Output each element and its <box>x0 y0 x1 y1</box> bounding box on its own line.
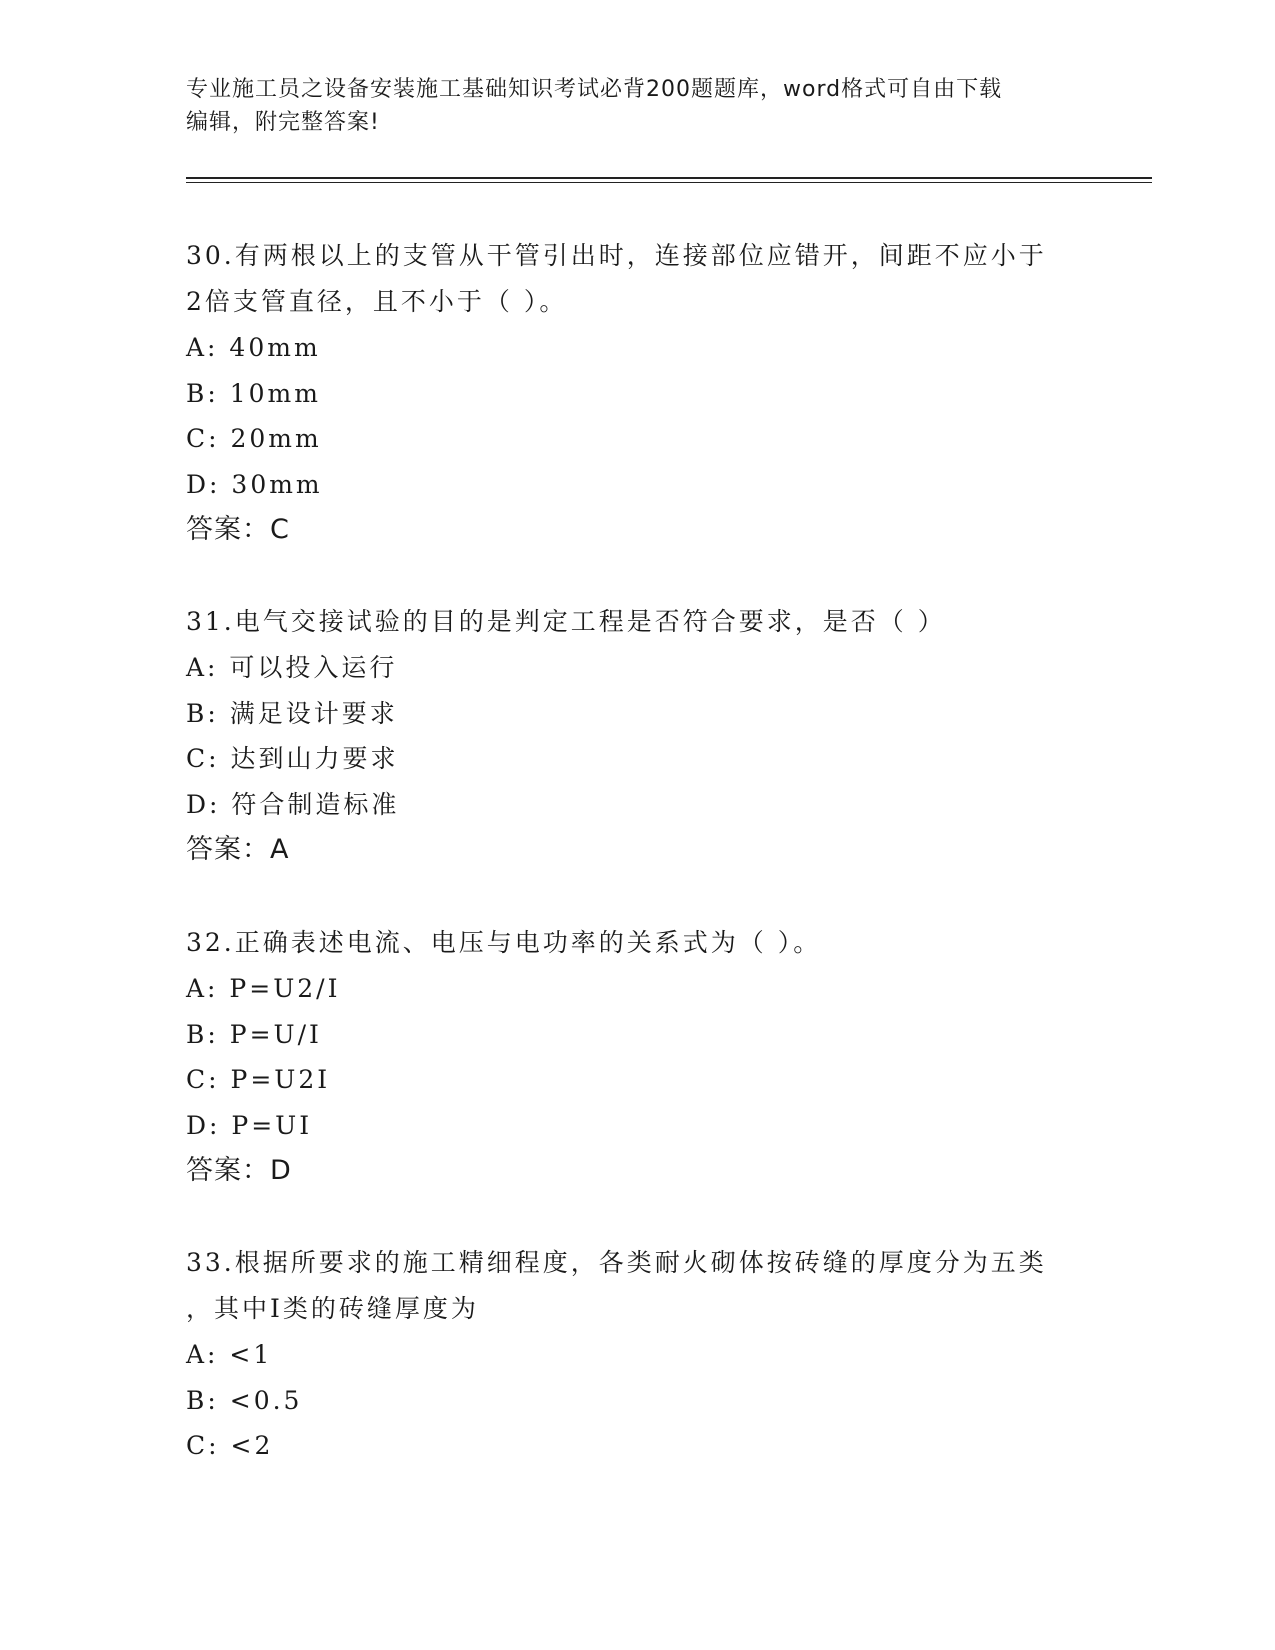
option-a: A: 可以投入运行 <box>186 653 398 682</box>
answer-label: 答案：D <box>186 1155 292 1186</box>
option-b: B: <0.5 <box>186 1385 303 1415</box>
header-line-1: 专业施工员之设备安装施工基础知识考试必背200题题库，word格式可自由下载 <box>186 77 1003 102</box>
question-33 <box>186 1240 1086 1469</box>
answer-label: 答案：A <box>186 834 290 865</box>
option-d: D: 符合制造标准 <box>186 789 400 819</box>
option-c: C: 达到山力要求 <box>186 744 399 773</box>
option-d: D: P=UI <box>186 1110 313 1140</box>
option-a: A: 40mm <box>186 333 321 362</box>
question-text-line-1: 33.根据所要求的施工精细程度，各类耐火砌体按砖缝的厚度分为五类 <box>186 1248 1047 1277</box>
option-b: B: 满足设计要求 <box>186 698 398 728</box>
question-31 <box>186 599 1086 873</box>
option-a: A: <1 <box>186 1340 273 1369</box>
option-a: A: P=U2/I <box>186 974 341 1003</box>
header-rule-bottom <box>186 182 1152 183</box>
option-c: C: P=U2I <box>186 1065 331 1094</box>
question-30 <box>186 233 1086 553</box>
answer-label: 答案：C <box>186 514 290 545</box>
option-b: B: P=U/I <box>186 1019 322 1049</box>
option-c: C: 20mm <box>186 424 322 453</box>
header-rule-top <box>186 177 1152 179</box>
header-line-2: 编辑，附完整答案! <box>186 110 380 135</box>
question-text-line-2: ，其中Ⅰ类的砖缝厚度为 <box>186 1294 479 1323</box>
question-text-line-1: 31.电气交接试验的目的是判定工程是否符合要求，是否（ ） <box>186 607 946 636</box>
question-text-line-1: 30.有两根以上的支管从干管引出时，连接部位应错开，间距不应小于 <box>186 241 1047 270</box>
option-b: B: 10mm <box>186 378 321 408</box>
question-text-line-2: 2倍支管直径，且不小于（ ）。 <box>186 287 568 316</box>
question-32 <box>186 920 1086 1194</box>
question-text-line-1: 32.正确表述电流、电压与电功率的关系式为（ ）。 <box>186 928 822 957</box>
option-c: C: <2 <box>186 1431 274 1460</box>
document-header <box>186 73 1066 139</box>
option-d: D: 30mm <box>186 469 323 499</box>
